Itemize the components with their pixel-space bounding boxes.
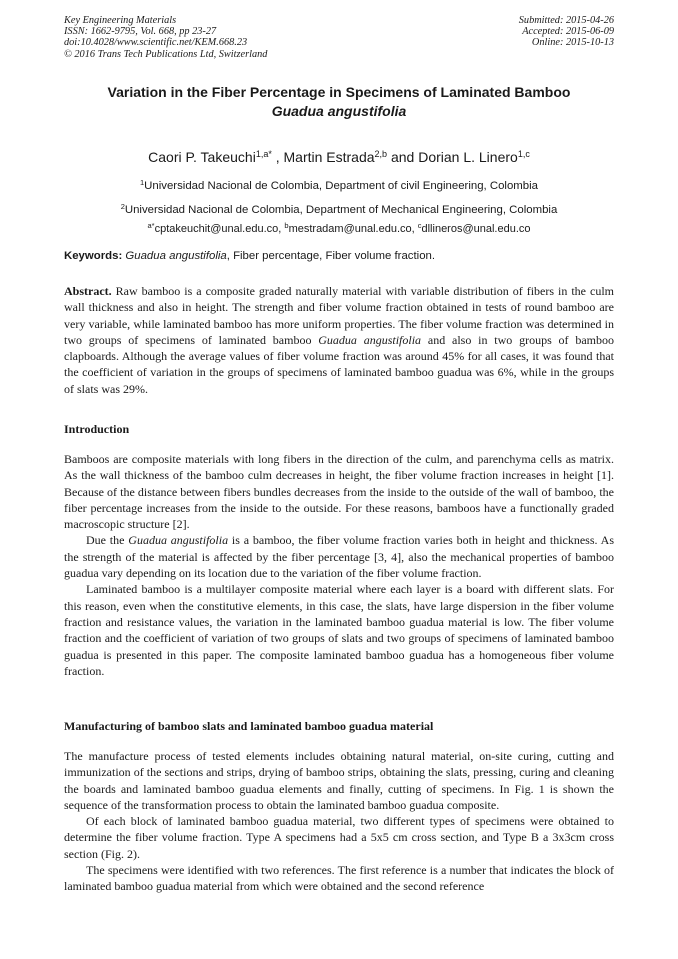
intro-p2-a: Due the — [86, 533, 129, 548]
intro-p2-italic: Guadua angustifolia — [128, 533, 229, 548]
author-sup: 1,c — [517, 149, 530, 159]
journal-doi: doi:10.4028/www.scientific.net/KEM.668.23 — [64, 37, 248, 49]
affiliation-sup: 1 — [140, 178, 145, 187]
author-separator: , — [271, 149, 284, 165]
keywords-italic: Guadua angustifolia — [125, 250, 227, 262]
author-emails — [40, 222, 638, 236]
keywords — [64, 249, 614, 263]
introduction-body — [64, 451, 614, 679]
abstract — [64, 283, 614, 397]
journal-info — [64, 15, 267, 60]
journal-copyright: © 2016 Trans Tech Publications Ltd, Switzerland — [64, 48, 268, 60]
email-sup: b — [284, 221, 289, 230]
affiliation-text: Universidad Nacional de Colombia, Department of civil Engineering, Colombia — [144, 180, 538, 192]
title-line-1: Variation in the Fiber Percentage in Specimens of Laminated Bamboo — [107, 84, 571, 100]
email-text: mestradam@unal.edu.co, — [288, 223, 418, 235]
affiliation-2 — [40, 203, 638, 217]
affiliation-text: Universidad Nacional de Colombia, Department of Mechanical Engineering, Colombia — [124, 204, 558, 216]
author-name: Martin Estrada — [283, 149, 375, 165]
intro-paragraph-2 — [64, 532, 614, 581]
email-text: cptakeuchit@unal.edu.co, — [154, 223, 285, 235]
author-sup: 1,a* — [255, 149, 272, 159]
email-sup: c — [417, 221, 422, 230]
journal-name: Key Engineering Materials — [64, 15, 177, 26]
journal-issn: ISSN: 1662-9795, Vol. 668, pp 23-27 — [64, 26, 217, 38]
author-list — [40, 148, 638, 166]
author-name: Caori P. Takeuchi — [148, 149, 256, 165]
manu-paragraph-2: Of each block of laminated bamboo guadua material, two different types of specimens were obtained to determine the fiber volume fraction. Type A specimens had a 5x5 cm cross section, and Type B a 3x3cm cross section (Fig. 2). — [64, 814, 614, 861]
abstract-italic: Guadua angustifolia — [318, 332, 422, 347]
author-name: Dorian L. Linero — [418, 149, 518, 165]
online-date: Online: 2015-10-13 — [531, 37, 614, 49]
manu-paragraph-1: The manufacture process of tested elements includes obtaining natural material, on-site curing, cutting and immunization of the sections and strips, drying of bamboo strips, obtaining the slats, pressing, curing and cleaning the boards and laminated bamboo guadua elements and finally, cutting of specimens. In Fig. 1 is shown the sequence of the transformation process to obtain the laminated bamboo guadua composite. — [64, 749, 614, 812]
keywords-label: Keywords: — [64, 250, 123, 262]
intro-paragraph-3: Laminated bamboo is a multilayer composite material where each layer is a board with different slats. For this reason, even when the constitutive elements, in this case, the slats, have large dispersion in the fiber volume fraction and resistance values, the variation in the laminated bamboo guadua material is low. The fiber volume fraction and the coefficient of variation of two groups of slats and two groups of specimens of laminated bamboo guadua is presented in this paper. The composite laminated bamboo guadua has a homogeneous fiber volume fraction. — [64, 582, 614, 678]
intro-paragraph-1: Bamboos are composite materials with long fibers in the direction of the culm, and parenchyma cells as matrix. As the wall thickness of the bamboo culm decreases in height, the fiber volume fraction increases in height [1]. Because of the distance between fibers bundles decreases from the inside to the outside of the wall of bamboo, the fiber percentage increases from the inside to the outside. For these reasons, bamboos have a functionally graded macroscopic structure [2]. — [64, 452, 614, 532]
manu-paragraph-3: The specimens were identified with two references. The first reference is a number that indicates the block of laminated bamboo guadua material from which were obtained and the second reference — [64, 863, 614, 894]
affiliation-sup: 2 — [120, 202, 125, 211]
submission-dates — [519, 15, 614, 49]
manufacturing-body — [64, 748, 614, 895]
intro-p2-b: is a bamboo, the fiber volume fraction varies both in height and thickness. As the strength of the material is affected by the fiber percentage [3, 4], also the mechanical properties of bamboo guadua vary depending on its location due to the variation of the fiber volume fraction. — [64, 533, 615, 581]
email-text: dllineros@unal.edu.co — [421, 223, 531, 235]
author-separator: and — [387, 149, 419, 165]
accepted-date: Accepted: 2015-06-09 — [522, 26, 614, 38]
email-sup: a* — [147, 221, 155, 230]
author-sup: 2,b — [374, 149, 388, 159]
keywords-rest: , Fiber percentage, Fiber volume fraction. — [226, 250, 436, 262]
manufacturing-heading: Manufacturing of bamboo slats and laminated bamboo guadua material — [64, 719, 434, 733]
abstract-text-2: and also in two groups of bamboo clapboards. Although the average values of fiber volume fraction was around 45% for all cases, it was found that the coefficient of variation in the groups of specimens of laminated bamboo guadua was 6%, while in the groups of slats was 29%. — [64, 332, 614, 396]
paper-title — [40, 83, 638, 121]
affiliation-1 — [40, 179, 638, 193]
title-line-2: Guadua angustifolia — [271, 103, 407, 119]
submitted-date: Submitted: 2015-04-26 — [518, 15, 614, 26]
abstract-text-1: Raw bamboo is a composite graded naturally material with variable distribution of fibers in the culm wall thickness and also in height. The strength and fiber volume fraction obtained in tests of round bamboo are very variable, while laminated bamboo has more uniform properties. The fiber volume fraction was determined in two groups of specimens of laminated bamboo — [64, 284, 614, 347]
introduction-heading: Introduction — [64, 422, 130, 436]
abstract-label: Abstract. — [64, 284, 112, 298]
